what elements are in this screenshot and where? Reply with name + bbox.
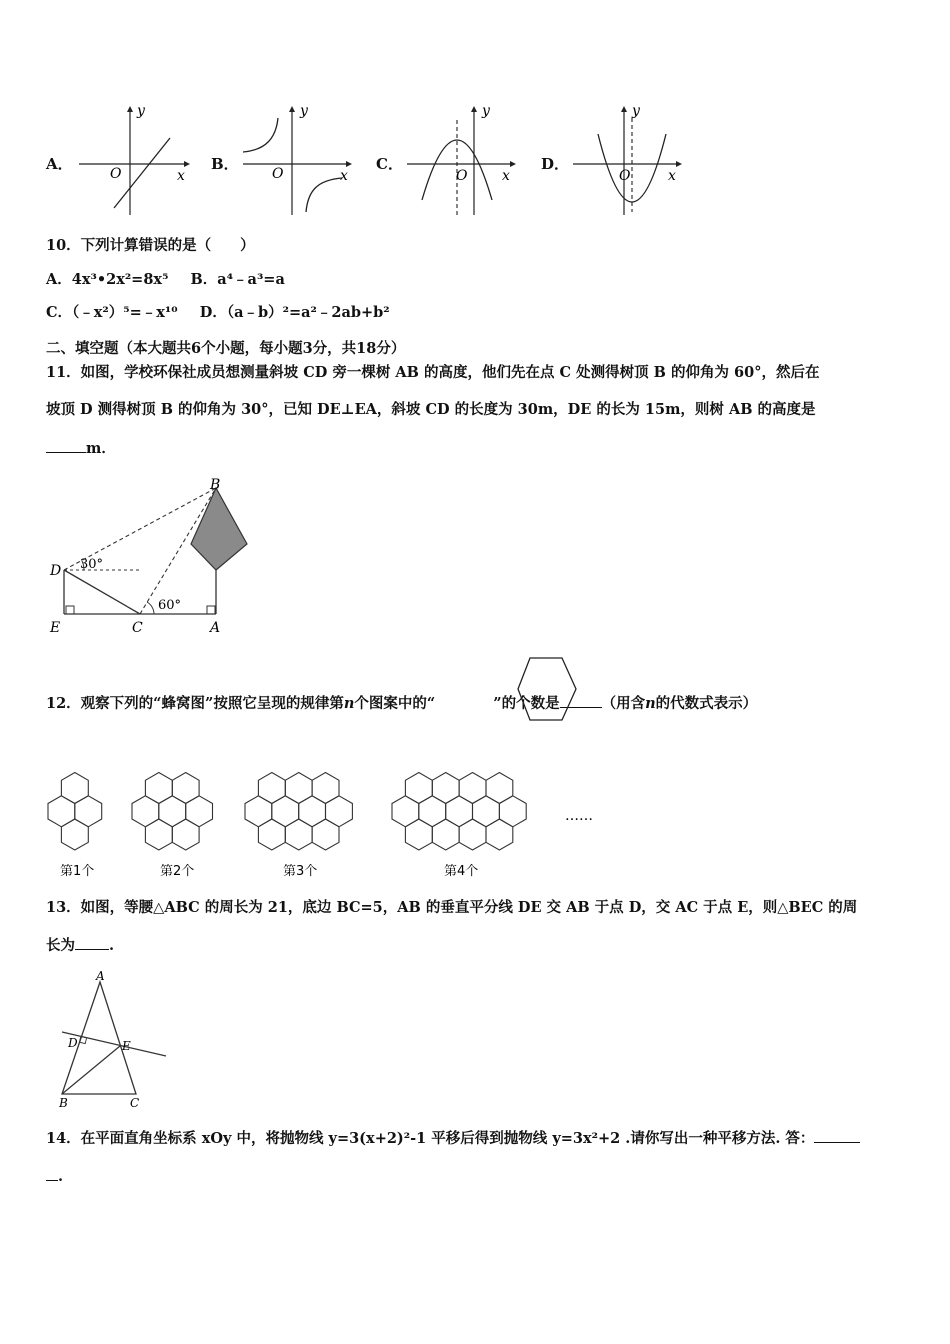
q10-option-b: B．a⁴﹣a³=a [190,271,285,288]
honeycomb-cell [186,796,213,827]
q10-option-d: D．（a﹣b）²=a²﹣2ab+b² [199,304,390,321]
q14-line-1: 14．在平面直角坐标系 xOy 中，将抛物线 y=3(x+2)²-1 平移后得到抛物线 y=3x²+2 .请你写出一种平移方法. 答： [46,1128,860,1149]
q9-graph-c [402,100,522,220]
honeycomb-cell [392,796,419,827]
origin-label: O [110,166,122,182]
svg-text:y: y [300,103,308,119]
q10-option-a: A．4x³•2x²=8x⁵ [46,271,169,288]
q10-stem: 10．下列计算错误的是（ ） [46,237,255,254]
honeycomb-cell [446,796,473,827]
honeycomb-cell [48,796,75,827]
honeycomb-cell [132,796,159,827]
answer-blank[interactable] [46,438,86,453]
honeycomb-cell [145,773,172,804]
honeycomb-cell [258,773,285,804]
q9-option-b-label: B． [211,155,239,173]
svg-text:x: x [340,168,348,184]
svg-text:C: C [130,1096,140,1110]
svg-text:O: O [619,168,631,184]
honeycomb-cell [432,819,459,850]
honeycomb-cell [272,796,299,827]
q13-line-1: 13．如图，等腰△ABC 的周长为 21，底边 BC=5，AB 的垂直平分线 DE 交 AB 于点 D，交 AC 于点 E，则△BEC 的周 [46,899,858,916]
q9-option-c-label: C． [376,155,403,173]
honeycomb-cell [258,819,285,850]
svg-text:y: y [632,103,640,119]
q14-line-2: . [46,1166,63,1187]
svg-text:x: x [668,168,676,184]
axis-y-label: y [137,103,145,119]
q11-line-3: m． [46,438,116,459]
honeycomb-cell [61,819,88,850]
q9-options [0,100,950,225]
q10-option-c: C．（﹣x²）⁵=﹣x¹⁰ [46,304,178,321]
section-2-heading: 二、填空题（本大题共6个小题，每小题3分，共18分） [46,340,406,357]
honeycomb-cell [405,819,432,850]
honeycomb-cell [432,773,459,804]
svg-text:x: x [502,168,510,184]
caption-1: 第1个 [60,864,95,879]
svg-text:B: B [59,1096,68,1110]
q10-options-cd [46,303,390,323]
q13-figure [50,968,180,1110]
caption-4: 第4个 [444,864,479,879]
svg-text:y: y [482,103,490,119]
answer-blank[interactable] [75,935,109,950]
q9-option-d-label: D． [541,155,570,173]
svg-text:C: C [132,620,143,636]
honeycomb-cell [486,819,513,850]
svg-text:B: B [210,477,221,493]
q9-option-a-label: A． [46,155,73,173]
honeycomb-cell [459,773,486,804]
svg-text:O: O [456,168,468,184]
honeycomb-cell [405,773,432,804]
hexagon-icon [514,655,580,723]
honeycomb-cell [159,796,186,827]
honeycomb-cell [486,773,513,804]
svg-text:D: D [68,1036,78,1050]
q9-graph-b [238,100,358,220]
caption-3: 第3个 [283,864,318,879]
honeycomb-cell [61,773,88,804]
honeycomb-cell [299,796,326,827]
axis-x-label: x [177,168,185,184]
honeycomb-cell [145,819,172,850]
honeycomb-cell [245,796,272,827]
svg-text:A: A [96,969,105,983]
q12-honeycomb-figures [40,762,660,882]
q11-figure [44,474,254,639]
honeycomb-cell [172,773,199,804]
q13-line-2: 长为 . [46,937,115,954]
honeycomb-cell [459,819,486,850]
ellipsis: …… [565,808,593,824]
svg-text:E: E [122,1039,131,1053]
honeycomb-cell [499,796,526,827]
q9-graph-d [568,100,688,220]
honeycomb-cell [326,796,353,827]
honeycomb-cell [172,819,199,850]
q11-line-2: 坡顶 D 测得树顶 B 的仰角为 30°，已知 DE⊥EA，斜坡 CD 的长度为 30m，DE 的长为 15m，则树 AB 的高度是 [46,401,816,418]
q10-options-ab [46,270,285,290]
honeycomb-cell [312,773,339,804]
svg-text:D: D [50,563,62,579]
q12-text: 12．观察下列的“蜂窝图”按照它呈现的规律第n个图案中的“ ”的个数是 （用含n的代数式表示） [46,695,758,712]
honeycomb-cell [473,796,500,827]
svg-text:A: A [210,620,221,636]
svg-text:O: O [272,166,284,182]
honeycomb-cell [285,773,312,804]
svg-text:E: E [50,620,61,636]
svg-text:60°: 60° [158,598,182,613]
honeycomb-patterns [48,773,526,851]
honeycomb-cell [285,819,312,850]
honeycomb-cell [312,819,339,850]
q11-line-1: 11．如图，学校环保社成员想测量斜坡 CD 旁一棵树 AB 的高度，他们先在点 C 处测得树顶 B 的仰角为 60°，然后在 [46,364,820,381]
honeycomb-cell [75,796,102,827]
svg-text:30°: 30° [80,557,104,572]
honeycomb-cell [419,796,446,827]
caption-2: 第2个 [160,864,195,879]
answer-blank[interactable] [814,1128,860,1143]
q9-graph-a [74,100,194,220]
